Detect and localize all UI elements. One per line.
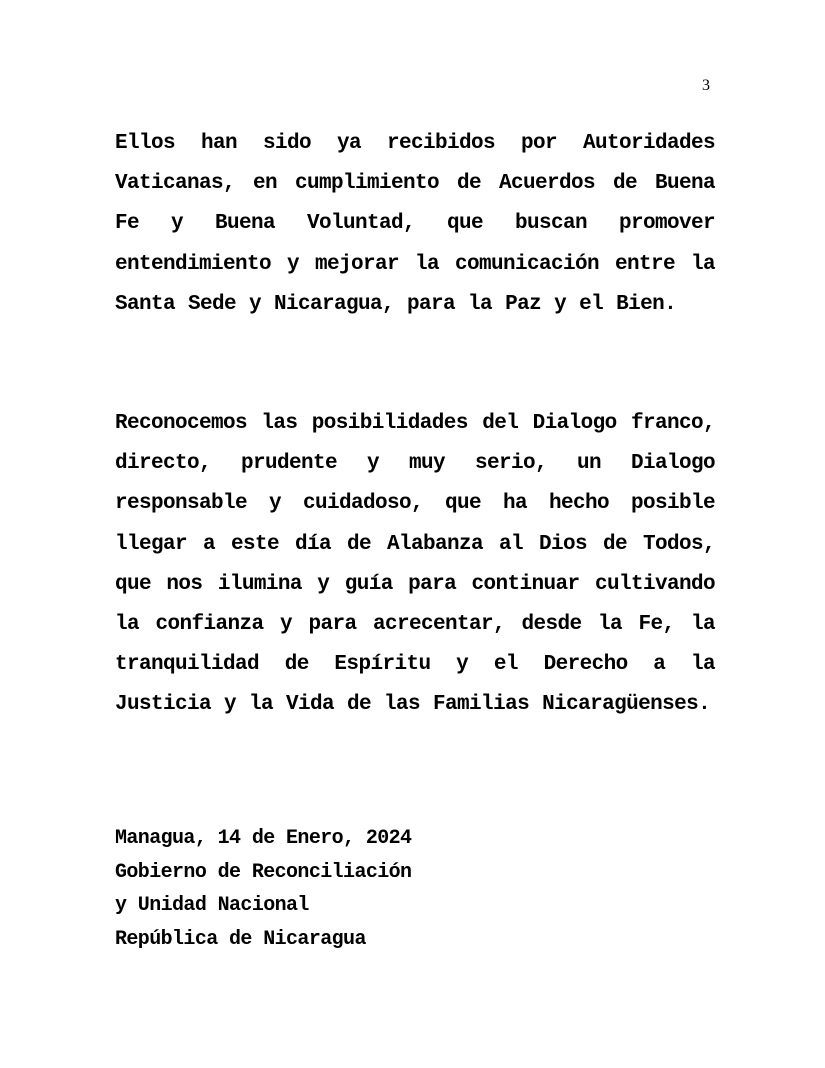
- government-name-line-2: y Unidad Nacional: [115, 894, 309, 917]
- body-paragraph-1: Ellos han sido ya recibidos por Autoridades Vaticanas, en cumplimiento de Acuerdos de Buena Fe y Buena Voluntad, que buscan promover entendimiento y mejorar la comunicación entre la Santa Sede y Nicaragua, para la Paz y el Bien.: [115, 132, 715, 316]
- place-and-date: Managua, 14 de Enero, 2024: [115, 827, 412, 850]
- country-name: República de Nicaragua: [115, 927, 366, 951]
- page-number: 3: [702, 77, 710, 94]
- signature-block: [115, 822, 615, 956]
- government-name-line-1: Gobierno de Reconciliación: [115, 860, 412, 884]
- body-paragraph-2: Reconocemos las posibilidades del Dialogo franco, directo, prudente y muy serio, un Dialogo responsable y cuidadoso, que ha hecho posible llegar a este día de Alabanza al Dios de Todos, que nos ilumina y guía para continuar cultivando la confianza y para acrecentar, desde la Fe, la tranquilidad de Espíritu y el Derecho a la Justicia y la Vida de las Familias Nicaragüenses.: [115, 412, 715, 717]
